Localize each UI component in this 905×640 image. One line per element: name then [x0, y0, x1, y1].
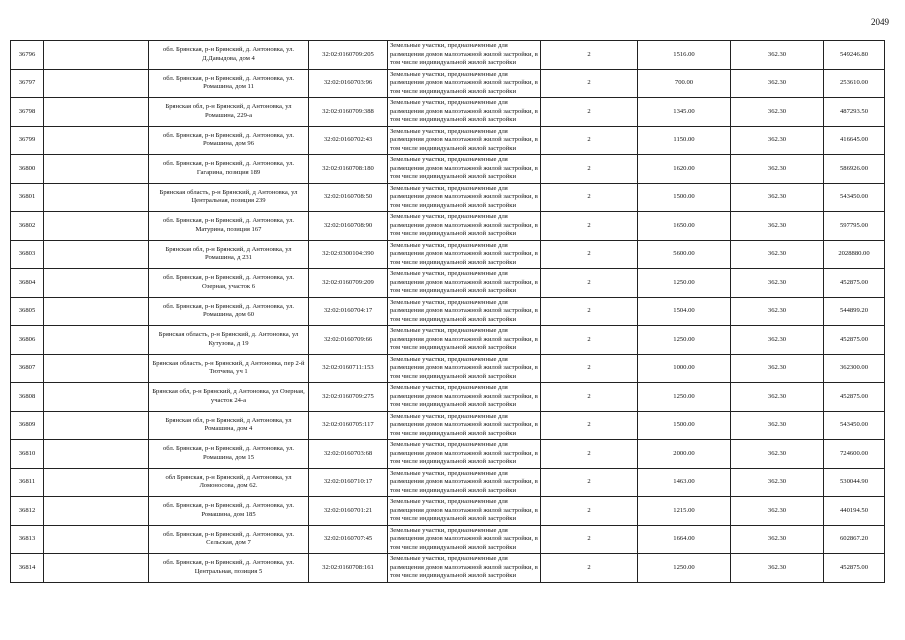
cadastral-number-cell: 32:02:0160708:50 [309, 183, 388, 212]
address-cell: Брянская область, р-н Брянский, д. Антоновка, ул Кутузова, д 19 [149, 326, 309, 355]
address-cell: обл. Брянская, р-н Брянский, д. Антоновка, ул. Центральная, позиция 5 [149, 554, 309, 583]
land-use-category-cell: Земельные участки, предназначенные для размещения домов малоэтажной жилой застройки, в том числе индивидуальной жилой застройки [388, 468, 541, 497]
land-use-category-cell: Земельные участки, предназначенные для размещения домов малоэтажной жилой застройки, в том числе индивидуальной жилой застройки [388, 326, 541, 355]
land-use-category-cell: Земельные участки, предназначенные для размещения домов малоэтажной жилой застройки, в том числе индивидуальной жилой застройки [388, 297, 541, 326]
cadastral-value-cell: 452875.00 [824, 383, 885, 412]
table-row [11, 354, 885, 383]
land-use-category-cell: Земельные участки, предназначенные для размещения домов малоэтажной жилой застройки, в том числе индивидуальной жилой застройки [388, 212, 541, 241]
empty-cell [44, 155, 149, 184]
row-number-cell: 36807 [11, 354, 44, 383]
group-cell: 2 [541, 98, 638, 127]
row-number-cell: 36796 [11, 41, 44, 70]
cadastral-number-cell: 32:02:0300104:390 [309, 240, 388, 269]
cadastral-number-cell: 32:02:0160708:180 [309, 155, 388, 184]
rate-cell: 362.30 [731, 326, 824, 355]
row-number-cell: 36810 [11, 440, 44, 469]
rate-cell: 362.30 [731, 440, 824, 469]
area-cell: 1650.00 [638, 212, 731, 241]
cadastral-value-cell: 602867.20 [824, 525, 885, 554]
cadastral-number-cell: 32:02:0160702:43 [309, 126, 388, 155]
cadastral-value-cell: 2028880.00 [824, 240, 885, 269]
table-row [11, 411, 885, 440]
row-number-cell: 36800 [11, 155, 44, 184]
row-number-cell: 36802 [11, 212, 44, 241]
row-number-cell: 36811 [11, 468, 44, 497]
table-row [11, 41, 885, 70]
table-row [11, 98, 885, 127]
land-use-category-cell: Земельные участки, предназначенные для размещения домов малоэтажной жилой застройки, в том числе индивидуальной жилой застройки [388, 183, 541, 212]
group-cell: 2 [541, 183, 638, 212]
group-cell: 2 [541, 525, 638, 554]
area-cell: 1215.00 [638, 497, 731, 526]
rate-cell: 362.30 [731, 69, 824, 98]
cadastral-value-cell: 452875.00 [824, 554, 885, 583]
rate-cell: 362.30 [731, 240, 824, 269]
table-row [11, 326, 885, 355]
land-register-table [10, 40, 885, 583]
area-cell: 1620.00 [638, 155, 731, 184]
land-use-category-cell: Земельные участки, предназначенные для размещения домов малоэтажной жилой застройки, в том числе индивидуальной жилой застройки [388, 354, 541, 383]
cadastral-number-cell: 32:02:0160709:209 [309, 269, 388, 298]
empty-cell [44, 98, 149, 127]
table-row [11, 497, 885, 526]
land-use-category-cell: Земельные участки, предназначенные для размещения домов малоэтажной жилой застройки, в том числе индивидуальной жилой застройки [388, 497, 541, 526]
land-use-category-cell: Земельные участки, предназначенные для размещения домов малоэтажной жилой застройки, в том числе индивидуальной жилой застройки [388, 41, 541, 70]
table-row [11, 69, 885, 98]
cadastral-number-cell: 32:02:0160708:90 [309, 212, 388, 241]
row-number-cell: 36813 [11, 525, 44, 554]
table-row [11, 297, 885, 326]
cadastral-value-cell: 549246.80 [824, 41, 885, 70]
row-number-cell: 36805 [11, 297, 44, 326]
group-cell: 2 [541, 240, 638, 269]
group-cell: 2 [541, 269, 638, 298]
group-cell: 2 [541, 354, 638, 383]
cadastral-number-cell: 32:02:0160705:117 [309, 411, 388, 440]
row-number-cell: 36801 [11, 183, 44, 212]
table-row [11, 383, 885, 412]
area-cell: 1345.00 [638, 98, 731, 127]
area-cell: 1463.00 [638, 468, 731, 497]
address-cell: Брянская обл, р-н Брянский, д Антоновка, ул Озерная, участок 24-а [149, 383, 309, 412]
group-cell: 2 [541, 440, 638, 469]
row-number-cell: 36799 [11, 126, 44, 155]
address-cell: Брянская область, р-н Брянский, д Антоновка, ул Центральная, позиция 239 [149, 183, 309, 212]
address-cell: Брянская обл, р-н Брянский, д Антоновка, ул Ромашина, дом 4 [149, 411, 309, 440]
empty-cell [44, 354, 149, 383]
land-use-category-cell: Земельные участки, предназначенные для размещения домов малоэтажной жилой застройки, в том числе индивидуальной жилой застройки [388, 126, 541, 155]
group-cell: 2 [541, 297, 638, 326]
address-cell: обл. Брянская, р-н Брянский, д. Антоновка, ул. Ромашина, дом 60 [149, 297, 309, 326]
address-cell: обл. Брянская, р-н Брянский, д. Антоновка, ул. Ромашина, дом 15 [149, 440, 309, 469]
table-row [11, 554, 885, 583]
address-cell: обл. Брянская, р-н Брянский, д. Антоновка, ул. Гагарина, позиция 189 [149, 155, 309, 184]
group-cell: 2 [541, 326, 638, 355]
rate-cell: 362.30 [731, 383, 824, 412]
empty-cell [44, 440, 149, 469]
cadastral-value-cell: 416645.00 [824, 126, 885, 155]
group-cell: 2 [541, 212, 638, 241]
empty-cell [44, 326, 149, 355]
empty-cell [44, 383, 149, 412]
empty-cell [44, 497, 149, 526]
area-cell: 1500.00 [638, 411, 731, 440]
empty-cell [44, 212, 149, 241]
cadastral-number-cell: 32:02:0160710:17 [309, 468, 388, 497]
table-row [11, 525, 885, 554]
table-row [11, 468, 885, 497]
area-cell: 1250.00 [638, 383, 731, 412]
empty-cell [44, 69, 149, 98]
empty-cell [44, 411, 149, 440]
empty-cell [44, 554, 149, 583]
cadastral-value-cell: 543450.00 [824, 183, 885, 212]
area-cell: 700.00 [638, 69, 731, 98]
row-number-cell: 36797 [11, 69, 44, 98]
area-cell: 5600.00 [638, 240, 731, 269]
cadastral-number-cell: 32:02:0160703:68 [309, 440, 388, 469]
empty-cell [44, 468, 149, 497]
cadastral-number-cell: 32:02:0160707:45 [309, 525, 388, 554]
table-row [11, 240, 885, 269]
land-use-category-cell: Земельные участки, предназначенные для размещения домов малоэтажной жилой застройки, в том числе индивидуальной жилой застройки [388, 525, 541, 554]
group-cell: 2 [541, 468, 638, 497]
cadastral-value-cell: 544899.20 [824, 297, 885, 326]
table-row [11, 155, 885, 184]
cadastral-number-cell: 32:02:0160703:96 [309, 69, 388, 98]
rate-cell: 362.30 [731, 411, 824, 440]
rate-cell: 362.30 [731, 468, 824, 497]
address-cell: обл. Брянская, р-н Брянский, д. Антоновка, ул. Матурина, позиция 167 [149, 212, 309, 241]
cadastral-number-cell: 32:02:0160711:153 [309, 354, 388, 383]
address-cell: обл. Брянская, р-н Брянский, д. Антоновка, ул. Д.Давыдова, дом 4 [149, 41, 309, 70]
area-cell: 1250.00 [638, 326, 731, 355]
address-cell: обл Брянская, р-н Брянский, д Антоновка, ул Ломоносова, дом 62. [149, 468, 309, 497]
cadastral-value-cell: 597795.00 [824, 212, 885, 241]
land-use-category-cell: Земельные участки, предназначенные для размещения домов малоэтажной жилой застройки, в том числе индивидуальной жилой застройки [388, 69, 541, 98]
rate-cell: 362.30 [731, 98, 824, 127]
land-use-category-cell: Земельные участки, предназначенные для размещения домов малоэтажной жилой застройки, в том числе индивидуальной жилой застройки [388, 240, 541, 269]
cadastral-value-cell: 253610.00 [824, 69, 885, 98]
table-body [11, 41, 885, 583]
land-use-category-cell: Земельные участки, предназначенные для размещения домов малоэтажной жилой застройки, в том числе индивидуальной жилой застройки [388, 98, 541, 127]
cadastral-value-cell: 543450.00 [824, 411, 885, 440]
group-cell: 2 [541, 41, 638, 70]
row-number-cell: 36809 [11, 411, 44, 440]
cadastral-value-cell: 487293.50 [824, 98, 885, 127]
rate-cell: 362.30 [731, 269, 824, 298]
cadastral-value-cell: 440194.50 [824, 497, 885, 526]
cadastral-number-cell: 32:02:0160704:17 [309, 297, 388, 326]
land-use-category-cell: Земельные участки, предназначенные для размещения домов малоэтажной жилой застройки, в том числе индивидуальной жилой застройки [388, 554, 541, 583]
address-cell: обл. Брянская, р-н Брянский, д. Антоновка, ул. Озерная, участок 6 [149, 269, 309, 298]
page-number: 2049 [871, 17, 889, 27]
cadastral-number-cell: 32:02:0160709:66 [309, 326, 388, 355]
group-cell: 2 [541, 155, 638, 184]
cadastral-value-cell: 724600.00 [824, 440, 885, 469]
address-cell: Брянская область, р-н Брянский, д Антоновка, пер 2-й Тютчева, уч 1 [149, 354, 309, 383]
address-cell: обл. Брянская, р-н Брянский, д. Антоновка, ул. Ромашина, дом 185 [149, 497, 309, 526]
area-cell: 1150.00 [638, 126, 731, 155]
rate-cell: 362.30 [731, 212, 824, 241]
cadastral-number-cell: 32:02:0160701:21 [309, 497, 388, 526]
empty-cell [44, 41, 149, 70]
rate-cell: 362.30 [731, 497, 824, 526]
land-use-category-cell: Земельные участки, предназначенные для размещения домов малоэтажной жилой застройки, в том числе индивидуальной жилой застройки [388, 411, 541, 440]
cadastral-value-cell: 452875.00 [824, 326, 885, 355]
cadastral-number-cell: 32:02:0160709:388 [309, 98, 388, 127]
address-cell: Брянская обл, р-н Брянский, д Антоновка, ул Ромашина, 229-а [149, 98, 309, 127]
rate-cell: 362.30 [731, 297, 824, 326]
land-use-category-cell: Земельные участки, предназначенные для размещения домов малоэтажной жилой застройки, в том числе индивидуальной жилой застройки [388, 155, 541, 184]
cadastral-number-cell: 32:02:0160709:275 [309, 383, 388, 412]
address-cell: обл. Брянская, р-н Брянский, д. Антоновка, ул. Сельская, дом 7 [149, 525, 309, 554]
rate-cell: 362.30 [731, 354, 824, 383]
empty-cell [44, 183, 149, 212]
group-cell: 2 [541, 383, 638, 412]
cadastral-number-cell: 32:02:0160709:205 [309, 41, 388, 70]
empty-cell [44, 297, 149, 326]
rate-cell: 362.30 [731, 554, 824, 583]
group-cell: 2 [541, 69, 638, 98]
area-cell: 2000.00 [638, 440, 731, 469]
row-number-cell: 36803 [11, 240, 44, 269]
rate-cell: 362.30 [731, 126, 824, 155]
address-cell: Брянская обл, р-н Брянский, д Антоновка, ул Ромашина, д 231 [149, 240, 309, 269]
table-row [11, 440, 885, 469]
land-use-category-cell: Земельные участки, предназначенные для размещения домов малоэтажной жилой застройки, в том числе индивидуальной жилой застройки [388, 269, 541, 298]
row-number-cell: 36812 [11, 497, 44, 526]
table-row [11, 183, 885, 212]
land-use-category-cell: Земельные участки, предназначенные для размещения домов малоэтажной жилой застройки, в том числе индивидуальной жилой застройки [388, 440, 541, 469]
empty-cell [44, 126, 149, 155]
group-cell: 2 [541, 497, 638, 526]
area-cell: 1500.00 [638, 183, 731, 212]
rate-cell: 362.30 [731, 183, 824, 212]
table-row [11, 126, 885, 155]
row-number-cell: 36806 [11, 326, 44, 355]
address-cell: обл. Брянская, р-н Брянский, д. Антоновка, ул. Ромашина, дом 96 [149, 126, 309, 155]
cadastral-value-cell: 452875.00 [824, 269, 885, 298]
land-use-category-cell: Земельные участки, предназначенные для размещения домов малоэтажной жилой застройки, в том числе индивидуальной жилой застройки [388, 383, 541, 412]
row-number-cell: 36814 [11, 554, 44, 583]
row-number-cell: 36804 [11, 269, 44, 298]
area-cell: 1250.00 [638, 269, 731, 298]
table-row [11, 269, 885, 298]
empty-cell [44, 269, 149, 298]
group-cell: 2 [541, 411, 638, 440]
area-cell: 1516.00 [638, 41, 731, 70]
cadastral-value-cell: 362300.00 [824, 354, 885, 383]
empty-cell [44, 240, 149, 269]
empty-cell [44, 525, 149, 554]
rate-cell: 362.30 [731, 525, 824, 554]
cadastral-value-cell: 530044.90 [824, 468, 885, 497]
cadastral-value-cell: 586926.00 [824, 155, 885, 184]
area-cell: 1664.00 [638, 525, 731, 554]
rate-cell: 362.30 [731, 155, 824, 184]
group-cell: 2 [541, 126, 638, 155]
area-cell: 1504.00 [638, 297, 731, 326]
area-cell: 1250.00 [638, 554, 731, 583]
group-cell: 2 [541, 554, 638, 583]
cadastral-number-cell: 32:02:0160708:161 [309, 554, 388, 583]
area-cell: 1000.00 [638, 354, 731, 383]
table-row [11, 212, 885, 241]
row-number-cell: 36808 [11, 383, 44, 412]
address-cell: обл. Брянская, р-н Брянский, д. Антоновка, ул. Ромашина, дом 11 [149, 69, 309, 98]
rate-cell: 362.30 [731, 41, 824, 70]
row-number-cell: 36798 [11, 98, 44, 127]
